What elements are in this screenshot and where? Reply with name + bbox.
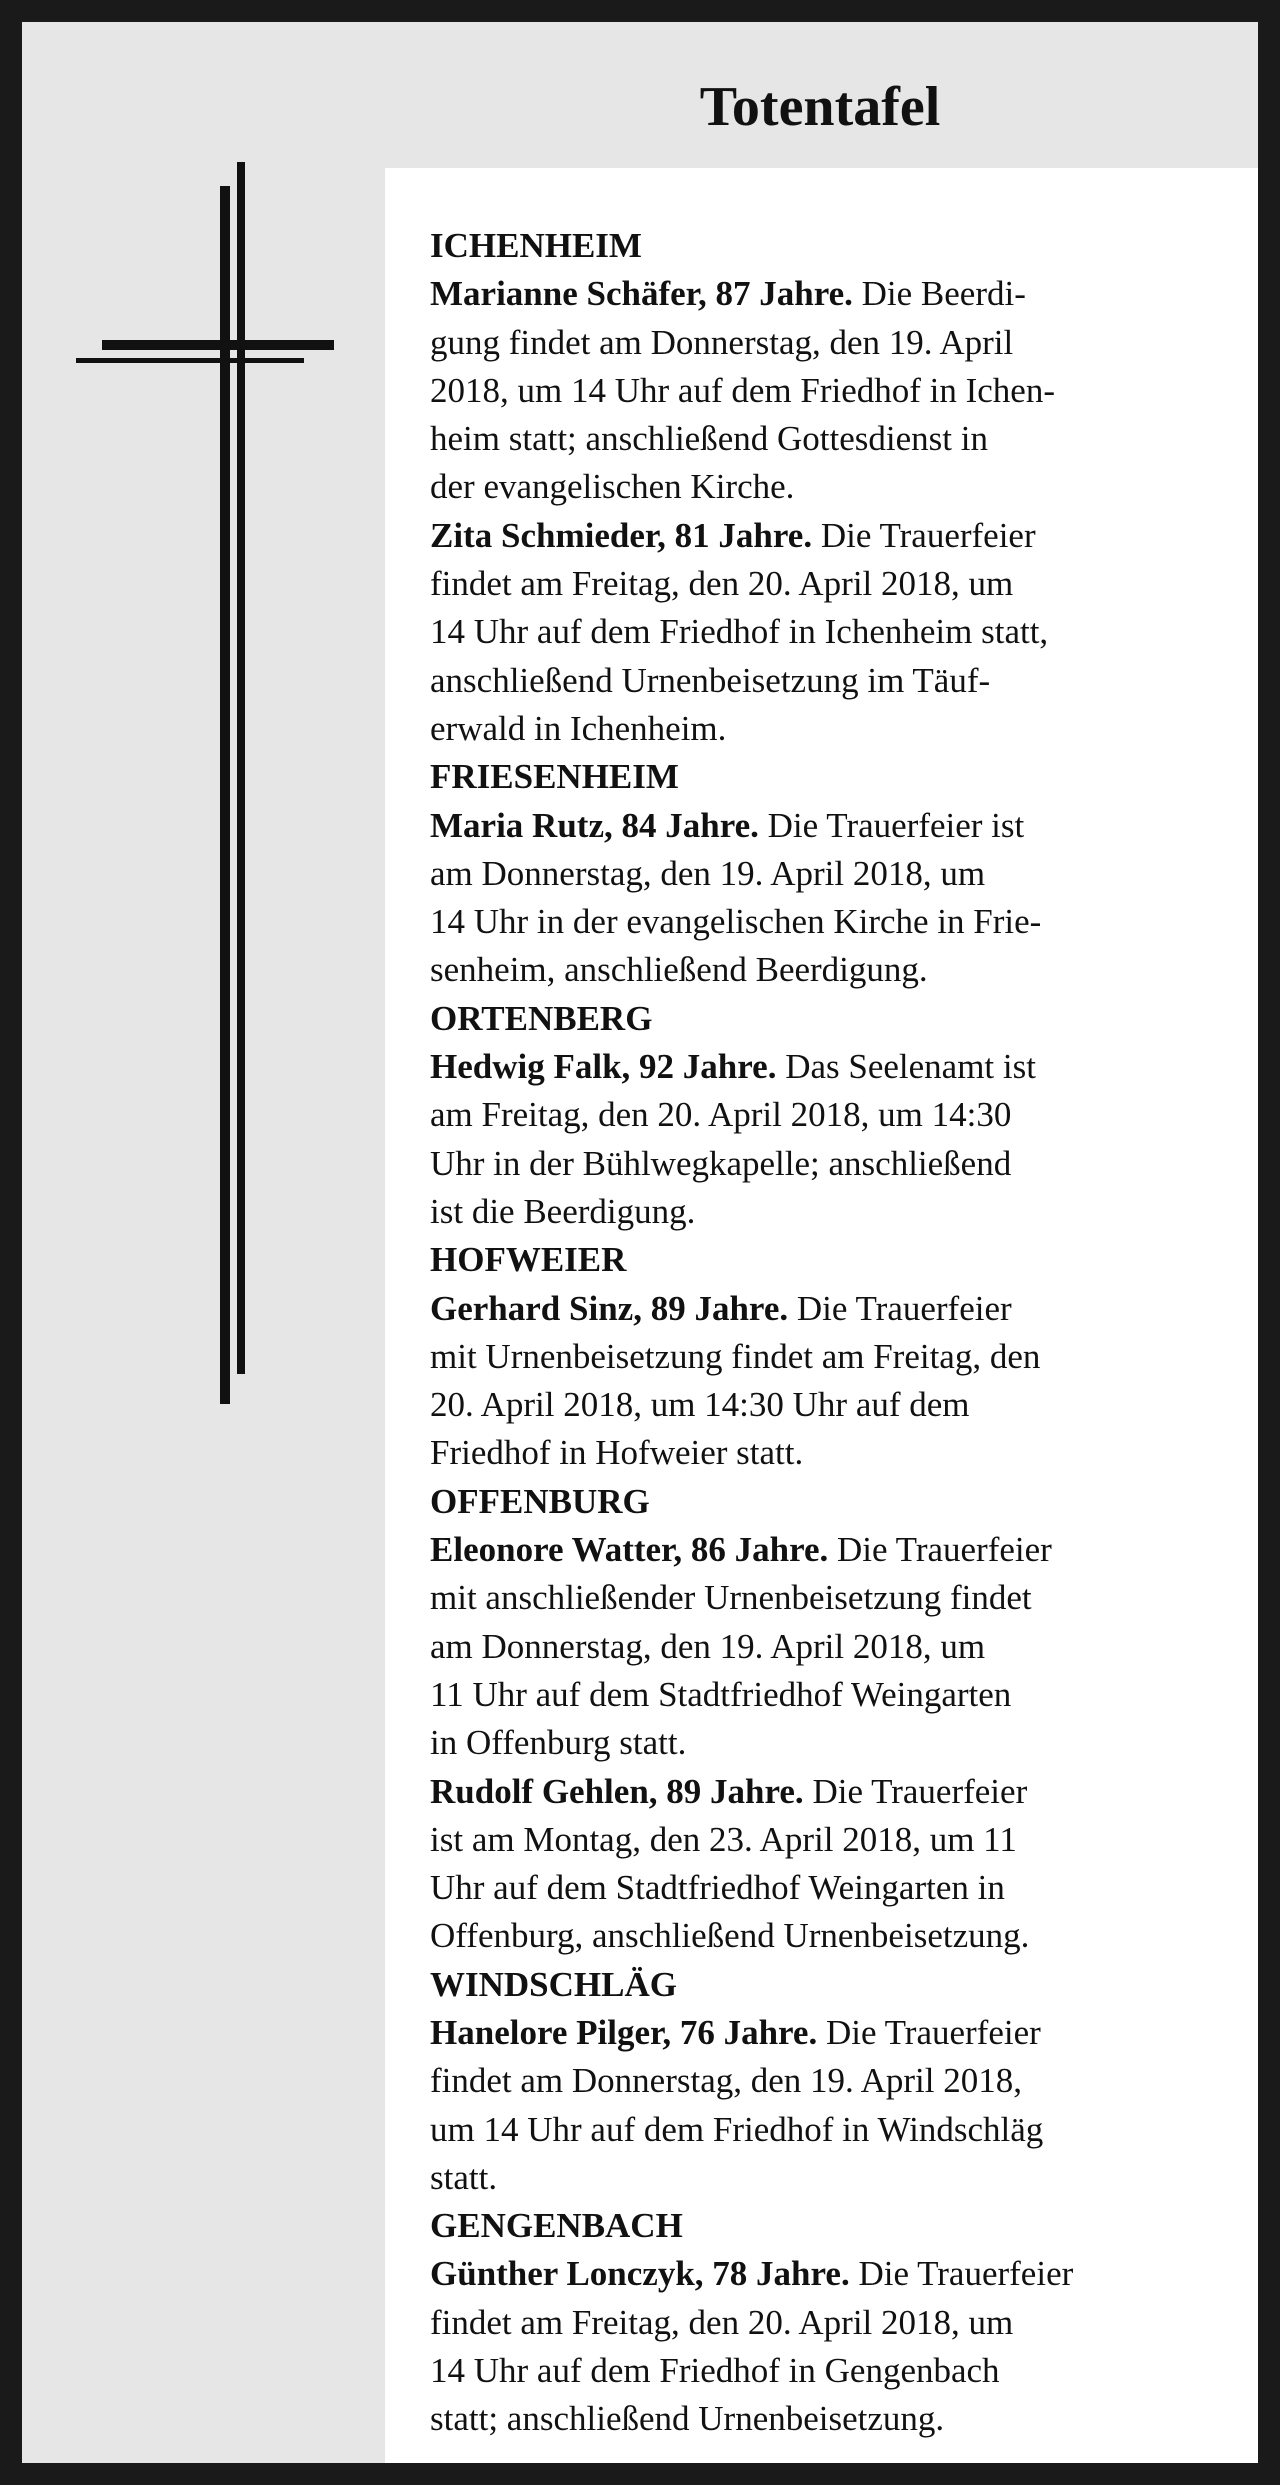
deceased-name: Maria Rutz, 84 Jahre.	[430, 805, 759, 845]
deceased-name: Günther Lonczyk, 78 Jahre.	[430, 2254, 850, 2294]
deceased-name: Hedwig Falk, 92 Jahre.	[430, 1047, 777, 1087]
obituary-entry	[430, 1526, 1228, 1767]
obituary-entry	[430, 1043, 1228, 1236]
service-details: Die Trauerfeier ist am Donnerstag, den 19. April 2018, um 14 Uhr in der evangelischen Kirche in Frie- senheim, anschließend Beerdigung.	[430, 805, 1042, 990]
deceased-name: Hanelore Pilger, 76 Jahre.	[430, 2012, 818, 2052]
service-details: Die Beerdi- gung findet am Donnerstag, den 19. April 2018, um 14 Uhr auf dem Friedhof in Ichen- heim statt; anschließend Gottesdienst in der evangelischen Kirche.	[430, 274, 1055, 507]
obituary-entry	[430, 1285, 1228, 1478]
deceased-name: Zita Schmieder, 81 Jahre.	[430, 515, 813, 555]
service-details: Die Trauerfeier ist am Montag, den 23. April 2018, um 11 Uhr auf dem Stadtfriedhof Weingarten in Offenburg, anschließend Urnenbeisetzung.	[430, 1771, 1030, 1956]
deceased-name: Eleonore Watter, 86 Jahre.	[430, 1530, 829, 1570]
service-details: Die Trauerfeier findet am Donnerstag, den 19. April 2018, um 14 Uhr auf dem Friedhof in Windschläg statt.	[430, 2012, 1044, 2197]
obituary-entry	[430, 512, 1228, 753]
obituary-entry	[430, 2009, 1228, 2202]
obituary-entry	[430, 802, 1228, 995]
obituary-entry	[430, 1768, 1228, 1961]
town-heading: OFFENBURG	[430, 1481, 650, 1521]
town-heading: ORTENBERG	[430, 998, 653, 1038]
service-details: Die Trauerfeier findet am Freitag, den 20. April 2018, um 14 Uhr auf dem Friedhof in Ichenheim statt, anschließend Urnenbeisetzung im Täuf- erwald in Ichenheim.	[430, 515, 1049, 748]
town-heading: GENGENBACH	[430, 2206, 683, 2246]
obituary-entry	[430, 270, 1228, 511]
obituary-list	[430, 222, 1228, 2444]
service-details: Das Seelenamt ist am Freitag, den 20. April 2018, um 14:30 Uhr in der Bühlwegkapelle; anschließend ist die Beerdigung.	[430, 1047, 1036, 1231]
deceased-name: Marianne Schäfer, 87 Jahre.	[430, 274, 853, 314]
deceased-name: Rudolf Gehlen, 89 Jahre.	[430, 1771, 804, 1811]
obituary-panel	[385, 168, 1258, 2463]
obituary-entry	[430, 2250, 1228, 2443]
notice-frame	[22, 22, 1258, 2463]
town-heading: FRIESENHEIM	[430, 757, 679, 797]
service-details: Die Trauerfeier mit anschließender Urnenbeisetzung findet am Donnerstag, den 19. April 2018, um 11 Uhr auf dem Stadtfriedhof Weingarten in Offenburg statt.	[430, 1530, 1052, 1763]
page-title: Totentafel	[699, 76, 941, 138]
cross-icon	[52, 162, 352, 1422]
town-heading: WINDSCHLÄG	[430, 1964, 677, 2004]
town-heading: ICHENHEIM	[430, 226, 642, 265]
service-details: Die Trauerfeier mit Urnenbeisetzung findet am Freitag, den 20. April 2018, um 14:30 Uhr auf dem Friedhof in Hofweier statt.	[430, 1288, 1041, 1473]
deceased-name: Gerhard Sinz, 89 Jahre.	[430, 1288, 789, 1328]
town-heading: HOFWEIER	[430, 1240, 627, 1280]
service-details: Die Trauerfeier findet am Freitag, den 20. April 2018, um 14 Uhr auf dem Friedhof in Gengenbach statt; anschließend Urnenbeisetzung.	[430, 2254, 1074, 2439]
